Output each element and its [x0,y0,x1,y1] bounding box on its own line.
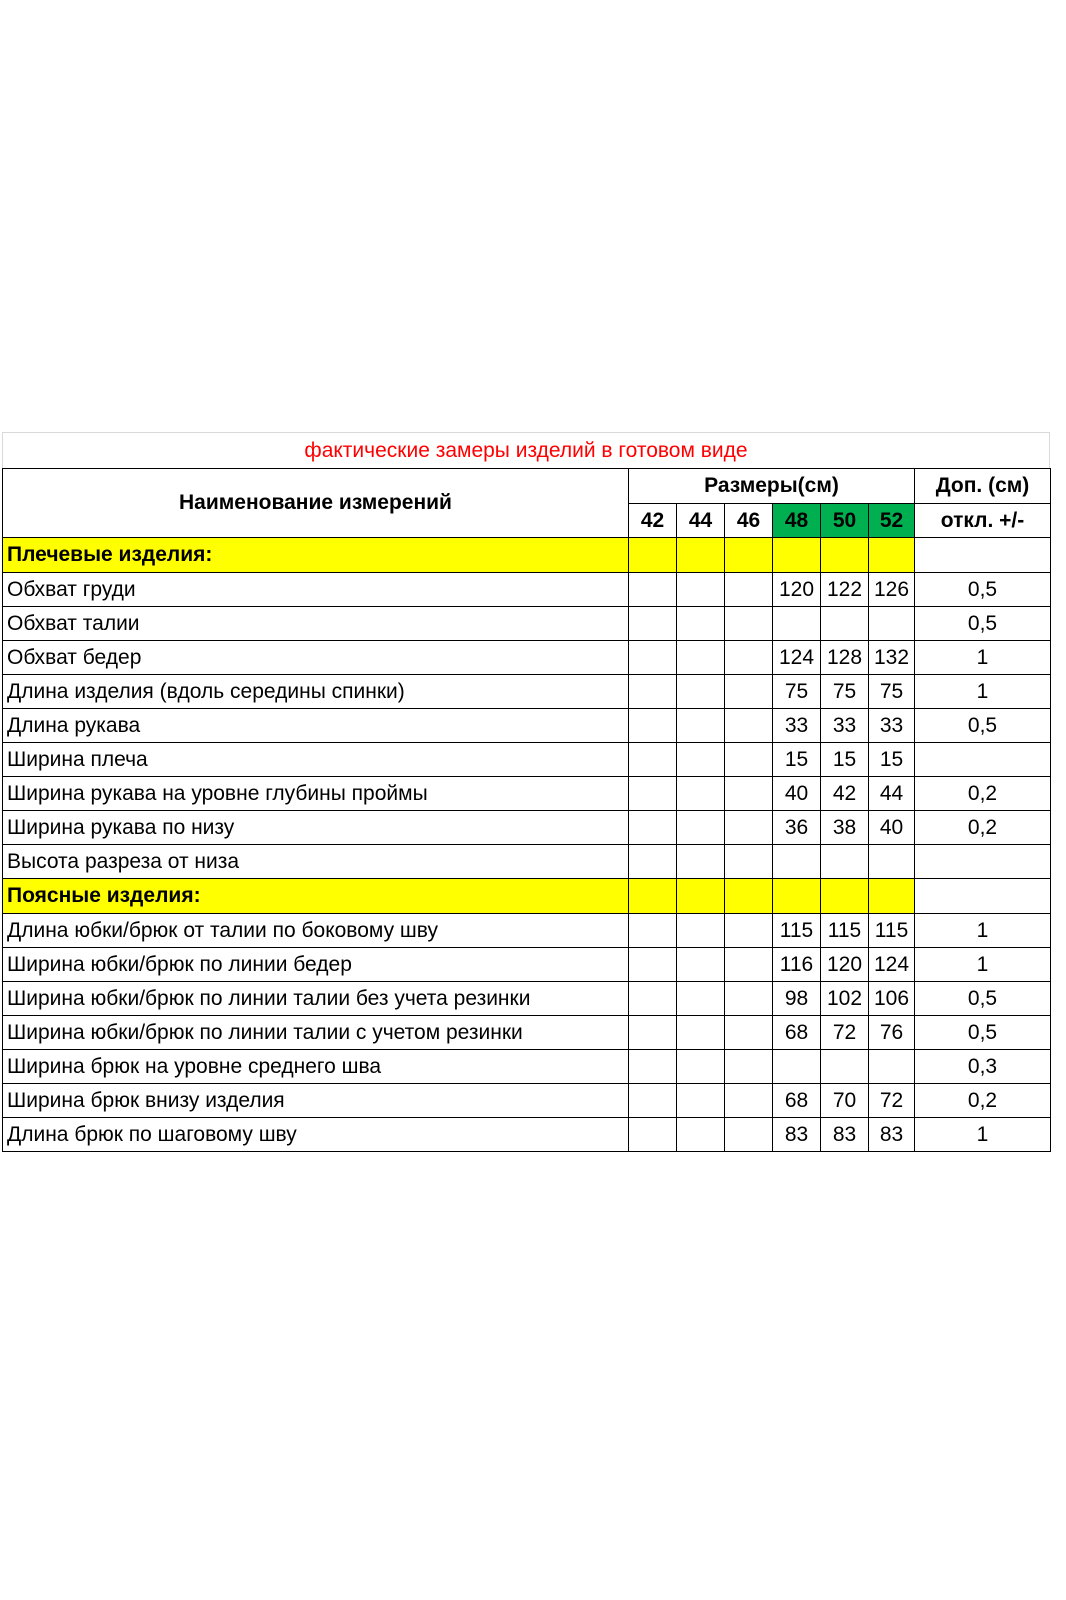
size-header-52: 52 [869,504,915,538]
size-value-52: 44 [869,777,915,811]
size-value-52: 124 [869,948,915,982]
measurement-name: Ширина брюк на уровне среднего шва [3,1050,629,1084]
tolerance-value: 1 [915,641,1051,675]
table-row [3,1016,1051,1050]
measurement-name: Длина юбки/брюк от талии по боковому шву [3,914,629,948]
table-row [3,743,1051,777]
measurement-name: Длина изделия (вдоль середины спинки) [3,675,629,709]
tolerance-value: 0,2 [915,811,1051,845]
section-row [3,538,1051,573]
size-value-52: 76 [869,1016,915,1050]
section-label: Плечевые изделия: [3,538,629,573]
header-row [3,469,1051,504]
section-empty-cell [629,538,677,573]
section-empty-cell [869,879,915,914]
size-value-48: 83 [773,1118,821,1152]
size-value-46 [725,982,773,1016]
size-value-48 [773,845,821,879]
section-empty-cell [821,879,869,914]
size-value-52 [869,845,915,879]
section-tolerance-cell [915,879,1051,914]
tolerance-value: 0,5 [915,982,1051,1016]
size-value-42 [629,948,677,982]
table-row [3,777,1051,811]
size-value-42 [629,1118,677,1152]
size-value-46 [725,777,773,811]
size-value-48: 40 [773,777,821,811]
section-empty-cell [773,879,821,914]
size-value-52: 115 [869,914,915,948]
measurement-name: Высота разреза от низа [3,845,629,879]
size-value-48 [773,1050,821,1084]
tolerance-value: 1 [915,1118,1051,1152]
size-value-44 [677,845,725,879]
size-value-52: 106 [869,982,915,1016]
size-value-48: 120 [773,573,821,607]
tolerance-value: 0,3 [915,1050,1051,1084]
section-label: Поясные изделия: [3,879,629,914]
size-value-50 [821,607,869,641]
size-value-52 [869,1050,915,1084]
section-empty-cell [677,879,725,914]
section-empty-cell [773,538,821,573]
header-sizes-cell: Размеры(см) [629,469,915,504]
size-value-42 [629,982,677,1016]
measurement-name: Обхват бедер [3,641,629,675]
size-header-50: 50 [821,504,869,538]
size-value-48: 124 [773,641,821,675]
section-empty-cell [869,538,915,573]
size-header-42: 42 [629,504,677,538]
table-row [3,948,1051,982]
size-value-44 [677,641,725,675]
tolerance-value: 0,2 [915,1084,1051,1118]
size-value-52: 72 [869,1084,915,1118]
size-value-50: 38 [821,811,869,845]
tolerance-value: 0,5 [915,709,1051,743]
size-value-42 [629,1050,677,1084]
size-value-50 [821,845,869,879]
size-value-46 [725,743,773,777]
size-value-52 [869,607,915,641]
size-value-46 [725,1118,773,1152]
table-row [3,675,1051,709]
size-value-52: 75 [869,675,915,709]
measurement-name: Обхват талии [3,607,629,641]
tolerance-value: 1 [915,948,1051,982]
tolerance-value: 0,5 [915,573,1051,607]
size-value-46 [725,607,773,641]
size-value-50: 115 [821,914,869,948]
size-value-50: 72 [821,1016,869,1050]
size-value-42 [629,607,677,641]
size-value-42 [629,845,677,879]
header-name-cell: Наименование измерений [3,469,629,538]
table-row [3,1118,1051,1152]
table-row [3,709,1051,743]
measurements-table [2,468,1051,1152]
section-empty-cell [725,538,773,573]
section-tolerance-cell [915,538,1051,573]
size-value-52: 126 [869,573,915,607]
size-value-44 [677,1118,725,1152]
size-value-50: 70 [821,1084,869,1118]
size-value-44 [677,1016,725,1050]
size-value-48: 68 [773,1084,821,1118]
size-value-42 [629,1084,677,1118]
size-value-42 [629,709,677,743]
section-row [3,879,1051,914]
size-value-46 [725,641,773,675]
tolerance-value: 1 [915,914,1051,948]
measurement-name: Ширина юбки/брюк по линии бедер [3,948,629,982]
section-empty-cell [677,538,725,573]
size-value-46 [725,709,773,743]
table-row [3,641,1051,675]
size-value-42 [629,811,677,845]
size-value-44 [677,982,725,1016]
size-value-46 [725,675,773,709]
size-value-48: 68 [773,1016,821,1050]
tolerance-value [915,845,1051,879]
tolerance-value: 1 [915,675,1051,709]
size-value-44 [677,811,725,845]
table-row [3,1050,1051,1084]
table-row [3,573,1051,607]
size-value-42 [629,777,677,811]
size-value-48: 15 [773,743,821,777]
size-value-46 [725,1084,773,1118]
size-chart [2,432,1050,1152]
size-value-50: 15 [821,743,869,777]
measurement-name: Ширина юбки/брюк по линии талии с учетом резинки [3,1016,629,1050]
size-value-42 [629,573,677,607]
table-row [3,1084,1051,1118]
size-value-50 [821,1050,869,1084]
section-empty-cell [821,538,869,573]
tolerance-value: 0,5 [915,1016,1051,1050]
size-value-44 [677,675,725,709]
tolerance-value: 0,2 [915,777,1051,811]
table-row [3,914,1051,948]
chart-title: фактические замеры изделий в готовом виде [2,432,1050,468]
size-value-52: 33 [869,709,915,743]
size-value-44 [677,777,725,811]
size-value-42 [629,1016,677,1050]
size-value-44 [677,607,725,641]
tolerance-value: 0,5 [915,607,1051,641]
size-value-46 [725,811,773,845]
size-value-46 [725,573,773,607]
size-value-42 [629,743,677,777]
size-header-48: 48 [773,504,821,538]
section-empty-cell [629,879,677,914]
table-row [3,982,1051,1016]
size-value-52: 15 [869,743,915,777]
size-value-44 [677,914,725,948]
size-value-50: 122 [821,573,869,607]
tolerance-value [915,743,1051,777]
size-value-50: 33 [821,709,869,743]
size-value-48 [773,607,821,641]
size-header-44: 44 [677,504,725,538]
size-value-44 [677,709,725,743]
measurement-name: Ширина рукава на уровне глубины проймы [3,777,629,811]
size-value-50: 83 [821,1118,869,1152]
section-empty-cell [725,879,773,914]
size-value-44 [677,573,725,607]
header-tolerance-cell-1: Доп. (см) [915,469,1051,504]
size-value-48: 75 [773,675,821,709]
size-value-50: 102 [821,982,869,1016]
size-value-52: 83 [869,1118,915,1152]
size-value-48: 36 [773,811,821,845]
size-value-48: 116 [773,948,821,982]
size-value-46 [725,845,773,879]
size-value-44 [677,1050,725,1084]
size-value-50: 128 [821,641,869,675]
measurement-name: Ширина рукава по низу [3,811,629,845]
header-tolerance-cell-2: откл. +/- [915,504,1051,538]
size-value-50: 120 [821,948,869,982]
size-value-48: 115 [773,914,821,948]
measurement-name: Ширина брюк внизу изделия [3,1084,629,1118]
size-value-44 [677,743,725,777]
measurement-name: Обхват груди [3,573,629,607]
measurement-name: Длина рукава [3,709,629,743]
size-value-46 [725,948,773,982]
table-row [3,607,1051,641]
size-value-52: 132 [869,641,915,675]
size-value-50: 42 [821,777,869,811]
size-value-48: 33 [773,709,821,743]
measurement-name: Ширина плеча [3,743,629,777]
size-value-52: 40 [869,811,915,845]
size-value-42 [629,641,677,675]
size-value-50: 75 [821,675,869,709]
size-value-46 [725,1016,773,1050]
measurement-name: Длина брюк по шаговому шву [3,1118,629,1152]
size-value-44 [677,1084,725,1118]
measurement-name: Ширина юбки/брюк по линии талии без учета резинки [3,982,629,1016]
size-value-48: 98 [773,982,821,1016]
table-body [3,469,1051,1152]
size-value-42 [629,675,677,709]
size-value-46 [725,914,773,948]
size-value-44 [677,948,725,982]
table-row [3,845,1051,879]
table-row [3,811,1051,845]
size-value-46 [725,1050,773,1084]
size-value-42 [629,914,677,948]
size-header-46: 46 [725,504,773,538]
